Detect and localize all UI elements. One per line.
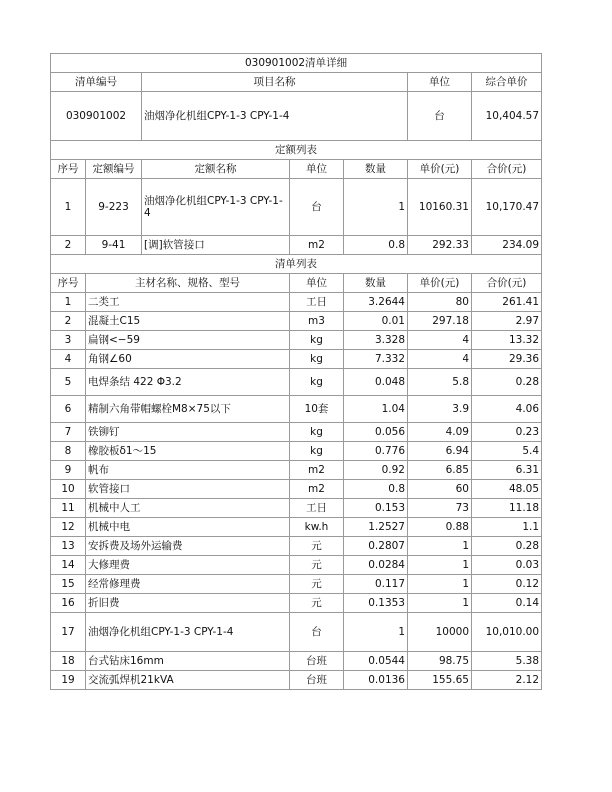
material-total: 1.1 [472, 518, 542, 537]
table-title: 030901002清单详细 [51, 54, 542, 73]
material-no: 8 [51, 442, 86, 461]
material-unit: kg [290, 423, 344, 442]
item-price: 10,404.57 [472, 92, 542, 141]
material-no: 12 [51, 518, 86, 537]
material-price: 4 [408, 350, 472, 369]
item-header-row [51, 73, 542, 92]
material-name: 帆布 [86, 461, 290, 480]
quota-col-name: 定额名称 [142, 160, 290, 179]
material-no: 10 [51, 480, 86, 499]
material-no: 5 [51, 369, 86, 396]
bill-detail-table [50, 53, 542, 690]
material-total: 0.03 [472, 556, 542, 575]
materials-header-row [51, 274, 542, 293]
material-no: 16 [51, 594, 86, 613]
material-price: 297.18 [408, 312, 472, 331]
quota-no: 2 [51, 236, 86, 255]
material-no: 4 [51, 350, 86, 369]
material-price: 155.65 [408, 671, 472, 690]
material-name: 精制六角带帽螺栓M8×75以下 [86, 396, 290, 423]
materials-col-name: 主材名称、规格、型号 [86, 274, 290, 293]
material-no: 14 [51, 556, 86, 575]
material-name: 电焊条结 422 Φ3.2 [86, 369, 290, 396]
quota-unit: 台 [290, 179, 344, 236]
table-row [51, 396, 542, 423]
quota-col-unit: 单位 [290, 160, 344, 179]
table-row [51, 293, 542, 312]
material-price: 98.75 [408, 652, 472, 671]
quota-row [51, 179, 542, 236]
material-name: 折旧费 [86, 594, 290, 613]
material-unit: 台班 [290, 652, 344, 671]
title-row [51, 54, 542, 73]
material-qty: 0.056 [344, 423, 408, 442]
material-unit: kw.h [290, 518, 344, 537]
quota-total: 10,170.47 [472, 179, 542, 236]
material-qty: 0.117 [344, 575, 408, 594]
material-name: 二类工 [86, 293, 290, 312]
material-qty: 0.776 [344, 442, 408, 461]
quota-header-row [51, 160, 542, 179]
material-name: 机械中人工 [86, 499, 290, 518]
material-no: 11 [51, 499, 86, 518]
material-qty: 0.92 [344, 461, 408, 480]
material-unit: 工日 [290, 293, 344, 312]
material-unit: m2 [290, 480, 344, 499]
material-total: 13.32 [472, 331, 542, 350]
table-row [51, 518, 542, 537]
item-unit: 台 [408, 92, 472, 141]
material-unit: 元 [290, 575, 344, 594]
header-code: 清单编号 [51, 73, 142, 92]
material-no: 19 [51, 671, 86, 690]
material-total: 5.38 [472, 652, 542, 671]
table-row [51, 575, 542, 594]
material-total: 29.36 [472, 350, 542, 369]
material-unit: 元 [290, 594, 344, 613]
material-unit: kg [290, 331, 344, 350]
material-unit: 10套 [290, 396, 344, 423]
material-total: 48.05 [472, 480, 542, 499]
table-row [51, 350, 542, 369]
material-price: 1 [408, 556, 472, 575]
quota-row [51, 236, 542, 255]
table-row [51, 331, 542, 350]
material-total: 261.41 [472, 293, 542, 312]
material-price: 1 [408, 575, 472, 594]
material-price: 0.88 [408, 518, 472, 537]
material-price: 80 [408, 293, 472, 312]
materials-section-title: 清单列表 [51, 255, 542, 274]
material-no: 15 [51, 575, 86, 594]
quota-price: 292.33 [408, 236, 472, 255]
material-unit: 元 [290, 537, 344, 556]
material-name: 油烟净化机组CPY-1-3 CPY-1-4 [86, 613, 290, 652]
quota-col-code: 定额编号 [86, 160, 142, 179]
material-no: 2 [51, 312, 86, 331]
material-qty: 0.048 [344, 369, 408, 396]
material-qty: 0.0284 [344, 556, 408, 575]
material-total: 0.12 [472, 575, 542, 594]
quota-no: 1 [51, 179, 86, 236]
material-no: 13 [51, 537, 86, 556]
material-price: 1 [408, 537, 472, 556]
materials-section-row [51, 255, 542, 274]
material-name: 角钢∠60 [86, 350, 290, 369]
material-unit: kg [290, 350, 344, 369]
material-name: 铁铆钉 [86, 423, 290, 442]
material-price: 3.9 [408, 396, 472, 423]
table-row [51, 652, 542, 671]
material-unit: m2 [290, 461, 344, 480]
material-qty: 1.04 [344, 396, 408, 423]
header-price: 综合单价 [472, 73, 542, 92]
material-qty: 0.0544 [344, 652, 408, 671]
material-price: 10000 [408, 613, 472, 652]
quota-code: 9-41 [86, 236, 142, 255]
materials-col-qty: 数量 [344, 274, 408, 293]
quota-section-title: 定额列表 [51, 141, 542, 160]
table-row [51, 442, 542, 461]
material-total: 0.28 [472, 537, 542, 556]
material-total: 2.97 [472, 312, 542, 331]
materials-col-total: 合价(元) [472, 274, 542, 293]
material-total: 4.06 [472, 396, 542, 423]
quota-col-qty: 数量 [344, 160, 408, 179]
material-price: 60 [408, 480, 472, 499]
material-qty: 0.01 [344, 312, 408, 331]
quota-col-total: 合价(元) [472, 160, 542, 179]
material-name: 扁钢<−59 [86, 331, 290, 350]
material-price: 5.8 [408, 369, 472, 396]
quota-unit: m2 [290, 236, 344, 255]
material-unit: 元 [290, 556, 344, 575]
material-qty: 0.1353 [344, 594, 408, 613]
material-total: 10,010.00 [472, 613, 542, 652]
material-unit: m3 [290, 312, 344, 331]
material-no: 7 [51, 423, 86, 442]
material-qty: 0.8 [344, 480, 408, 499]
quota-col-price: 单价(元) [408, 160, 472, 179]
header-name: 项目名称 [142, 73, 408, 92]
table-row [51, 312, 542, 331]
material-total: 0.14 [472, 594, 542, 613]
quota-code: 9-223 [86, 179, 142, 236]
material-unit: kg [290, 369, 344, 396]
quota-qty: 1 [344, 179, 408, 236]
material-qty: 1 [344, 613, 408, 652]
material-name: 台式钻床16mm [86, 652, 290, 671]
material-name: 经常修理费 [86, 575, 290, 594]
material-total: 0.23 [472, 423, 542, 442]
table-row [51, 499, 542, 518]
material-unit: 台 [290, 613, 344, 652]
item-name: 油烟净化机组CPY-1-3 CPY-1-4 [142, 92, 408, 141]
table-row [51, 423, 542, 442]
material-name: 混凝土C15 [86, 312, 290, 331]
table-row [51, 671, 542, 690]
material-qty: 3.2644 [344, 293, 408, 312]
material-total: 0.28 [472, 369, 542, 396]
item-row [51, 92, 542, 141]
material-qty: 7.332 [344, 350, 408, 369]
quota-qty: 0.8 [344, 236, 408, 255]
material-total: 6.31 [472, 461, 542, 480]
materials-col-price: 单价(元) [408, 274, 472, 293]
material-name: 机械中电 [86, 518, 290, 537]
material-price: 1 [408, 594, 472, 613]
material-no: 3 [51, 331, 86, 350]
material-total: 11.18 [472, 499, 542, 518]
quota-total: 234.09 [472, 236, 542, 255]
item-code: 030901002 [51, 92, 142, 141]
material-no: 17 [51, 613, 86, 652]
quota-section-row [51, 141, 542, 160]
quota-col-no: 序号 [51, 160, 86, 179]
material-no: 1 [51, 293, 86, 312]
material-unit: 工日 [290, 499, 344, 518]
material-name: 交流弧焊机21kVA [86, 671, 290, 690]
material-no: 18 [51, 652, 86, 671]
material-unit: kg [290, 442, 344, 461]
table-row [51, 537, 542, 556]
material-name: 软管接口 [86, 480, 290, 499]
material-total: 2.12 [472, 671, 542, 690]
table-row [51, 461, 542, 480]
table-row [51, 556, 542, 575]
materials-col-unit: 单位 [290, 274, 344, 293]
quota-name: 油烟净化机组CPY-1-3 CPY-1-4 [142, 179, 290, 236]
quota-price: 10160.31 [408, 179, 472, 236]
table-row [51, 594, 542, 613]
material-price: 4 [408, 331, 472, 350]
quota-name: [调]软管接口 [142, 236, 290, 255]
material-price: 6.85 [408, 461, 472, 480]
material-total: 5.4 [472, 442, 542, 461]
material-price: 4.09 [408, 423, 472, 442]
material-qty: 3.328 [344, 331, 408, 350]
material-name: 橡胶板δ1～15 [86, 442, 290, 461]
material-qty: 0.2807 [344, 537, 408, 556]
material-no: 9 [51, 461, 86, 480]
material-price: 6.94 [408, 442, 472, 461]
materials-col-no: 序号 [51, 274, 86, 293]
material-qty: 1.2527 [344, 518, 408, 537]
material-qty: 0.153 [344, 499, 408, 518]
table-row [51, 480, 542, 499]
table-row [51, 369, 542, 396]
table-row [51, 613, 542, 652]
header-unit: 单位 [408, 73, 472, 92]
material-name: 安拆费及场外运输费 [86, 537, 290, 556]
material-no: 6 [51, 396, 86, 423]
material-unit: 台班 [290, 671, 344, 690]
material-price: 73 [408, 499, 472, 518]
material-name: 大修理费 [86, 556, 290, 575]
material-qty: 0.0136 [344, 671, 408, 690]
